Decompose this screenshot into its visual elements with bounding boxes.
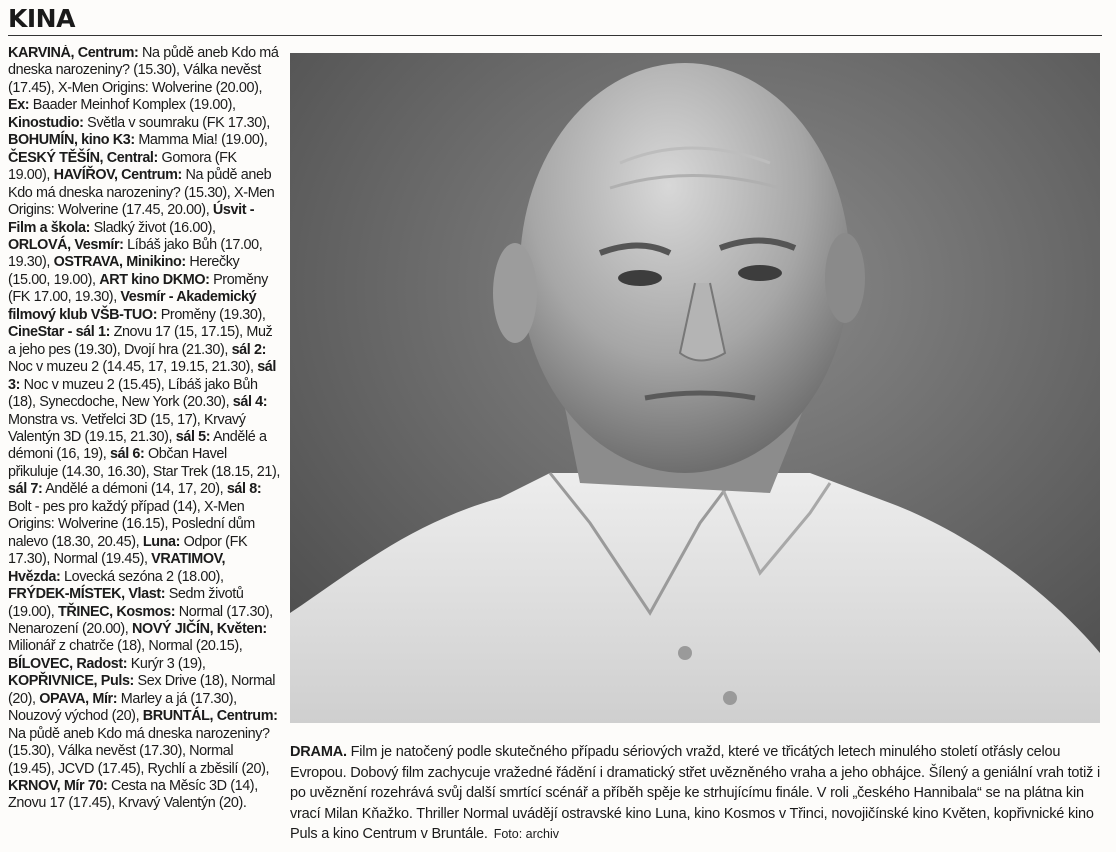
showtimes-text: Noc v muzeu 2 (14.45, 17, 19.15, 21.30),: [8, 359, 258, 376]
cinema-name: Luna:: [142, 533, 180, 550]
cinema-name: ART kino DKMO:: [99, 271, 210, 288]
cinema-name: VRATIMOV, Hvězda:: [8, 551, 226, 585]
cinema-name: TŘINEC, Kosmos:: [58, 603, 176, 620]
portrait-photo: [290, 53, 1100, 723]
showtimes-text: Baader Meinhof Komplex (19.00),: [29, 97, 236, 114]
showtimes-text: Na půdě aneb Kdo má dneska narozeniny? (15.30), X-Men Origins: Wolverine (17.45, 20.00),: [8, 167, 275, 219]
caption-lead: DRAMA.: [290, 744, 347, 760]
showtimes-text: Monstra vs. Vetřelci 3D (15, 17), Krvavý Valentýn 3D (19.15, 21.30),: [8, 411, 246, 445]
showtimes-text: Proměny (FK 17.00, 19.30),: [8, 271, 268, 306]
showtimes-text: Andělé a démoni (14, 17, 20),: [42, 481, 227, 498]
cinema-name: Vesmír - Akademický filmový klub VŠB-TUO:: [8, 289, 257, 323]
cinema-name: BOHUMÍN, kino K3:: [8, 132, 135, 149]
cinema-name: ORLOVÁ, Vesmír:: [8, 236, 124, 253]
cinema-name: KOPŘIVNICE, Puls:: [8, 673, 134, 690]
showtimes-text: Odpor (FK 17.30), Normal (19.45),: [8, 533, 248, 568]
cinema-name: KARVINÁ, Centrum:: [8, 45, 139, 61]
cinema-name: CineStar - sál 1:: [8, 324, 110, 341]
showtimes-text: Mamma Mia! (19.00),: [134, 132, 268, 149]
cinema-listings: [8, 45, 280, 850]
showtimes-text: Občan Havel přikuluje (14.30, 16.30), Star Trek (18.15, 21),: [8, 446, 280, 480]
cinema-name: OPAVA, Mír:: [39, 690, 118, 707]
cinema-name: KRNOV, Mír 70:: [8, 778, 108, 795]
showtimes-text: Světla v soumraku (FK 17.30),: [83, 114, 270, 131]
showtimes-text: Gomora (FK 19.00),: [8, 149, 237, 184]
cinema-name: sál 5:: [175, 428, 211, 445]
cinema-name: HAVÍŘOV, Centrum:: [53, 167, 182, 184]
showtimes-text: Cesta na Měsíc 3D (14), Znovu 17 (17.45), Krvavý Valentýn (20).: [8, 778, 258, 812]
showtimes-text: Andělé a démoni (16, 19),: [8, 428, 267, 463]
showtimes-text: Milionář z chatrče (18), Normal (20.15),: [8, 638, 243, 655]
cinema-name: sál 3:: [8, 359, 277, 393]
cinema-name: BÍLOVEC, Radost:: [8, 655, 128, 672]
cinema-name: Ex:: [8, 97, 30, 114]
photo-credit: Foto: archiv: [493, 827, 560, 842]
cinema-name: sál 4:: [232, 394, 268, 411]
cinema-name: sál 2:: [231, 341, 266, 358]
showtimes-text: Proměny (19.30),: [157, 306, 266, 323]
cinema-name: sál 6:: [110, 446, 145, 463]
showtimes-text: Na půdě aneb Kdo má dneska narozeniny? (15.30), Válka nevěst (17.45), X-Men Origins: Wolverine (20.00),: [8, 45, 279, 96]
cinema-name: FRÝDEK-MÍSTEK, Vlast:: [8, 586, 166, 603]
showtimes-text: Sex Drive (18), Normal (20),: [8, 673, 276, 707]
showtimes-text: Sedm životů (19.00),: [8, 586, 244, 620]
showtimes-text: Líbáš jako Bůh (17.00, 19.30),: [8, 236, 263, 271]
cinema-name: Úsvit - Film a škola:: [8, 202, 255, 236]
cinema-name: NOVÝ JIČÍN, Květen:: [132, 620, 267, 637]
cinema-name: Kinostudio:: [8, 114, 84, 131]
showtimes-text: Normal (17.30), Nenarození (20.00),: [8, 603, 273, 637]
caption-text: Film je natočený podle skutečného případu sériových vražd, které ve třicátých letech minulého století otřásly celou Evropou. Dobový film zachycuje vražedné řádění i dramatický střet uvězněného vraha a jeho obhájce. Šílený a geniální vrah totiž i po uvěznění rozehrává svůj další smrtící scénář a příběh spěje ke strhujícímu finále. V roli „českého Hannibala“ se na plátna kin vrací Milan Kňažko. Thriller Normal uvádějí ostravské kino Luna, kino Kosmos v Třinci, novojičínské kino Květen, kopřivnické kino Puls a kino Centrum v Bruntále.: [290, 744, 1101, 843]
showtimes-text: Lovecká sezóna 2 (18.00),: [60, 568, 224, 585]
section-heading: KINA: [8, 4, 75, 33]
showtimes-text: Sladký život (16.00),: [89, 219, 216, 236]
cinema-name: ČESKÝ TĚŠÍN, Central:: [8, 149, 158, 166]
showtimes-text: Herečky (15.00, 19.00),: [8, 254, 240, 288]
showtimes-text: Noc v muzeu 2 (15.45), Líbáš jako Bůh (18), Synecdoche, New York (20.30),: [8, 376, 258, 411]
cinema-name: OSTRAVA, Minikino:: [53, 254, 186, 271]
heading-rule: [8, 35, 1102, 36]
showtimes-text: Na půdě aneb Kdo má dneska narozeniny? (15.30), Válka nevěst (17.30), Normal (19.45), JCVD (17.45), Rychlí a zběsilí (20),: [8, 725, 270, 777]
cinema-name: sál 8:: [226, 481, 262, 498]
showtimes-text: Bolt - pes pro každý případ (14), X-Men Origins: Wolverine (16.15), Poslední dům nalevo (18.30, 20.45),: [8, 498, 255, 550]
photo-caption: [290, 742, 1108, 845]
showtimes-text: Kurýr 3 (19),: [127, 655, 206, 672]
cinema-name: sál 7:: [8, 481, 43, 498]
cinema-name: BRUNTÁL, Centrum:: [142, 708, 278, 725]
showtimes-text: Marley a já (17.30), Nouzový východ (20),: [8, 690, 237, 725]
showtimes-text: Znovu 17 (15, 17.15), Muž a jeho pes (19.30), Dvojí hra (21.30),: [8, 324, 273, 358]
